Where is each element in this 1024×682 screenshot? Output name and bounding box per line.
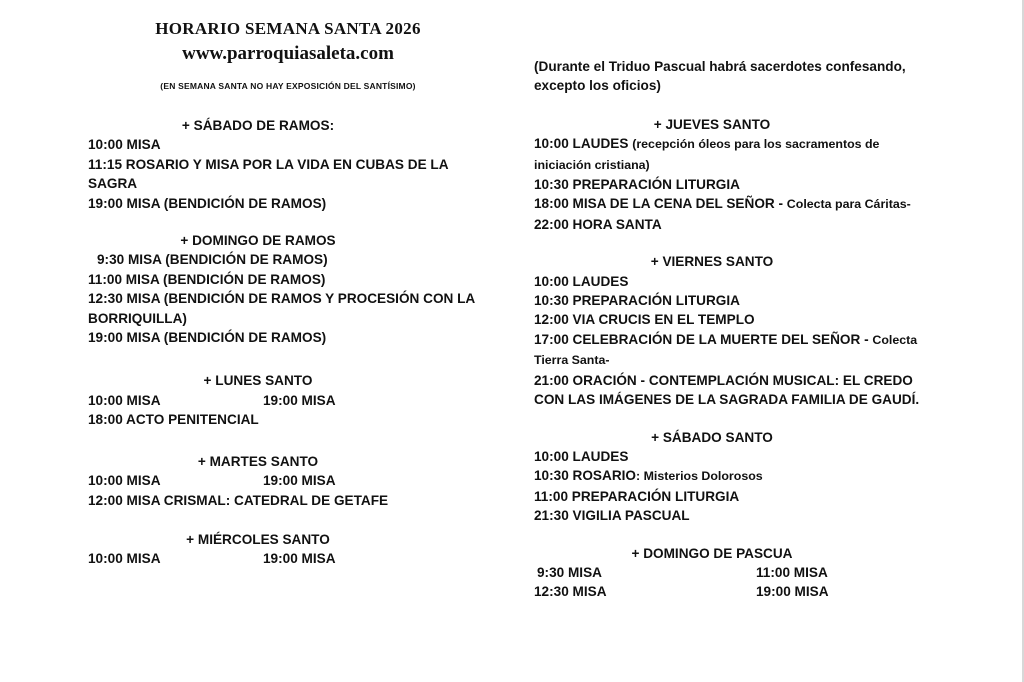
schedule-row [88,549,488,568]
schedule-row [534,582,939,601]
schedule-line: 21:30 VIGILIA PASCUAL [534,508,690,524]
section-heading: + VIERNES SANTO [650,254,774,270]
schedule-line: 19:00 MISA (BENDICIÓN DE RAMOS) [88,330,327,346]
section-heading: + LUNES SANTO [203,373,313,389]
schedule-time-text: 17:00 CELEBRACIÓN DE LA MUERTE DEL SEÑOR - [534,331,873,347]
schedule-time-right: 19:00 MISA [263,551,336,567]
schedule-detail: Colecta Tierra Santa- [534,332,918,368]
right-column [534,57,939,620]
schedule-time-text: 18:00 MISA DE LA CENA DEL SEÑOR - [534,196,787,212]
schedule-row [534,563,939,582]
schedule-time-left: 10:00 MISA [88,551,161,567]
schedule-line: 12:00 VIA CRUCIS EN EL TEMPLO [534,312,755,328]
schedule-time-left: 10:00 MISA [88,473,161,489]
section-heading: + SÁBADO DE RAMOS: [181,118,335,133]
section-sabado-de-ramos [88,116,488,213]
schedule-line: 11:00 MISA (BENDICIÓN DE RAMOS) [88,271,326,287]
schedule-line: 12:00 MISA CRISMAL: CATEDRAL DE GETAFE [88,492,389,508]
section-jueves-santo [534,115,939,234]
schedule-line [534,330,939,371]
section-domingo-de-ramos [88,231,488,347]
schedule-line [534,134,939,175]
document-title: HORARIO SEMANA SANTA 2026 [155,19,421,38]
schedule-time-right: 19:00 MISA [263,473,336,489]
schedule-row [88,391,488,410]
schedule-line: 18:00 ACTO PENITENCIAL [88,412,259,428]
schedule-line: 10:00 LAUDES [534,448,629,464]
section-heading: + SÁBADO SANTO [651,429,773,445]
confession-note: (Durante el Triduo Pascual habrá sacerdotes confesando, excepto los oficios) [534,59,906,94]
section-heading: + DOMINGO DE PASCUA [631,545,793,561]
section-lunes-santo [88,371,488,429]
schedule-detail: : Misterios Dolorosos [636,469,763,484]
section-heading: + MARTES SANTO [197,453,319,469]
schedule-time-right: 19:00 MISA [756,584,829,600]
schedule-line: 11:00 PREPARACIÓN LITURGIA [534,488,740,504]
schedule-line [534,466,939,486]
schedule-line: 10:30 PREPARACIÓN LITURGIA [534,293,740,309]
schedule-time-left: 12:30 MISA [534,584,607,600]
section-martes-santo [88,452,488,510]
section-sabado-santo [534,428,939,526]
exposition-note: (EN SEMANA SANTA NO HAY EXPOSICIÓN DEL SANTÍSIMO) [160,81,416,91]
schedule-time-text: 10:00 LAUDES [534,136,633,152]
schedule-time-text: 10:30 ROSARIO [534,468,636,484]
schedule-line: 10:30 PREPARACIÓN LITURGIA [534,177,740,193]
left-column [88,116,488,587]
schedule-time-left: 10:00 MISA [88,392,161,408]
website-url: www.parroquiasaleta.com [182,43,394,64]
schedule-line [534,194,939,214]
schedule-time-left: 9:30 MISA [537,564,602,580]
schedule-line: 22:00 HORA SANTA [534,216,662,232]
section-heading: + MIÉRCOLES SANTO [186,531,330,547]
section-heading: + DOMINGO DE RAMOS [180,233,336,249]
document-header [88,17,488,91]
section-viernes-santo [534,252,939,409]
schedule-line: 10:00 LAUDES [534,273,629,289]
schedule-time-right: 11:00 MISA [756,564,828,580]
section-heading: + JUEVES SANTO [653,116,771,132]
section-domingo-de-pascua [534,544,939,602]
schedule-line: 21:00 ORACIÓN - CONTEMPLACIÓN MUSICAL: EL CREDO CON LAS IMÁGENES DE LA SAGRADA FAMILIA DE GAUDÍ. [534,372,920,408]
schedule-time-right: 19:00 MISA [263,392,336,408]
schedule-detail: Colecta para Cáritas- [786,197,911,212]
schedule-line: 12:30 MISA (BENDICIÓN DE RAMOS Y PROCESIÓN CON LA BORRIQUILLA) [88,291,475,326]
section-miercoles-santo [88,530,488,569]
schedule-line: 10:00 MISA [88,137,161,153]
schedule-line: 9:30 MISA (BENDICIÓN DE RAMOS) [97,252,328,268]
schedule-row [88,471,488,490]
schedule-detail: (recepción óleos para los sacramentos de iniciación cristiana) [534,137,880,172]
schedule-line: 11:15 ROSARIO Y MISA POR LA VIDA EN CUBAS DE LA SAGRA [88,156,449,192]
schedule-line: 19:00 MISA (BENDICIÓN DE RAMOS) [88,195,327,211]
